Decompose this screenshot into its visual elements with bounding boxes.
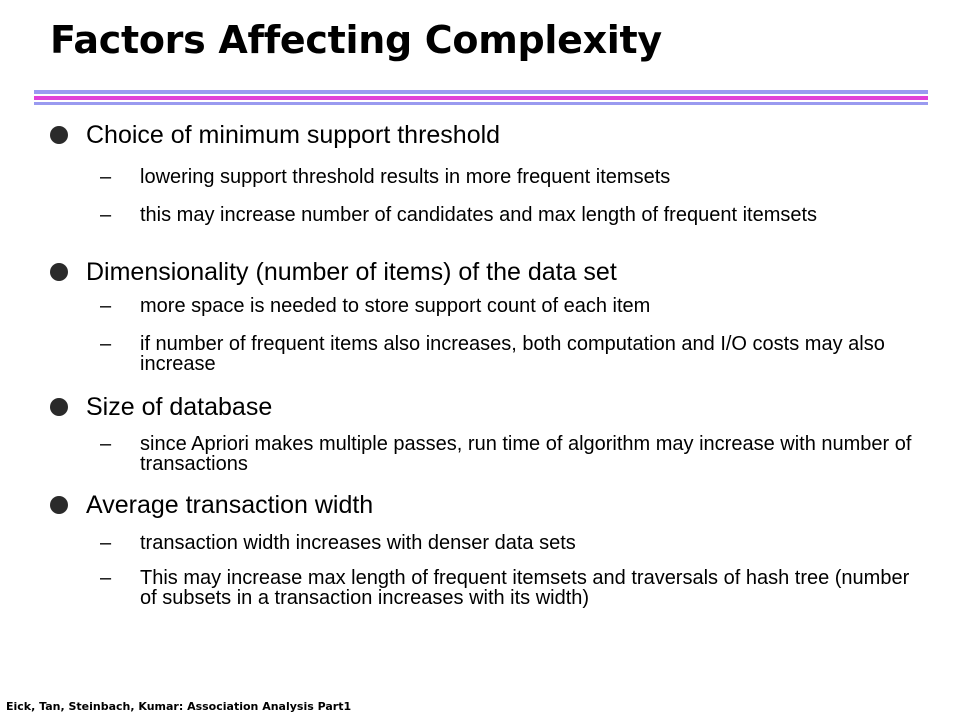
bullet-item xyxy=(50,490,373,520)
bullet-dot-icon xyxy=(50,398,68,416)
sub-bullet-item xyxy=(100,334,920,374)
sub-bullet-text: This may increase max length of frequent itemsets and traversals of hash tree (number of subsets in a transaction increases with its width) xyxy=(140,567,910,609)
slide-footer: Eick, Tan, Steinbach, Kumar: Association Analysis Part1 xyxy=(6,700,352,713)
bullet-item xyxy=(50,392,272,422)
slide-title: Factors Affecting Complexity xyxy=(50,18,662,62)
bullet-item xyxy=(50,257,617,287)
sub-bullet-text: lowering support threshold results in more frequent itemsets xyxy=(140,166,671,188)
bullet-dot-icon xyxy=(50,126,68,144)
bullet-item xyxy=(50,120,500,150)
sub-bullet-text: if number of frequent items also increases, both computation and I/O costs may also increase xyxy=(140,333,885,375)
bullet-text: Dimensionality (number of items) of the data set xyxy=(86,258,617,286)
sub-bullet-item xyxy=(100,205,920,225)
bullet-text: Choice of minimum support threshold xyxy=(86,121,501,149)
sub-bullet-text: transaction width increases with denser data sets xyxy=(140,532,576,554)
dash-marker: – xyxy=(100,295,112,317)
bullet-text: Average transaction width xyxy=(86,491,374,519)
sub-bullet-text: since Apriori makes multiple passes, run time of algorithm may increase with number of transactions xyxy=(140,433,912,475)
dash-marker: – xyxy=(100,204,112,226)
dash-marker: – xyxy=(100,333,112,355)
bullet-dot-icon xyxy=(50,496,68,514)
dash-marker: – xyxy=(100,166,112,188)
sub-bullet-text: more space is needed to store support count of each item xyxy=(140,295,651,317)
dash-marker: – xyxy=(100,567,112,589)
sub-bullet-item xyxy=(100,296,920,316)
dash-marker: – xyxy=(100,433,112,455)
bullet-dot-icon xyxy=(50,263,68,281)
sub-bullet-item xyxy=(100,434,920,474)
bullet-text: Size of database xyxy=(86,393,273,421)
sub-bullet-item xyxy=(100,167,920,187)
sub-bullet-item xyxy=(100,533,920,553)
dash-marker: – xyxy=(100,532,112,554)
sub-bullet-text: this may increase number of candidates and max length of frequent itemsets xyxy=(140,204,818,226)
sub-bullet-item xyxy=(100,568,920,608)
